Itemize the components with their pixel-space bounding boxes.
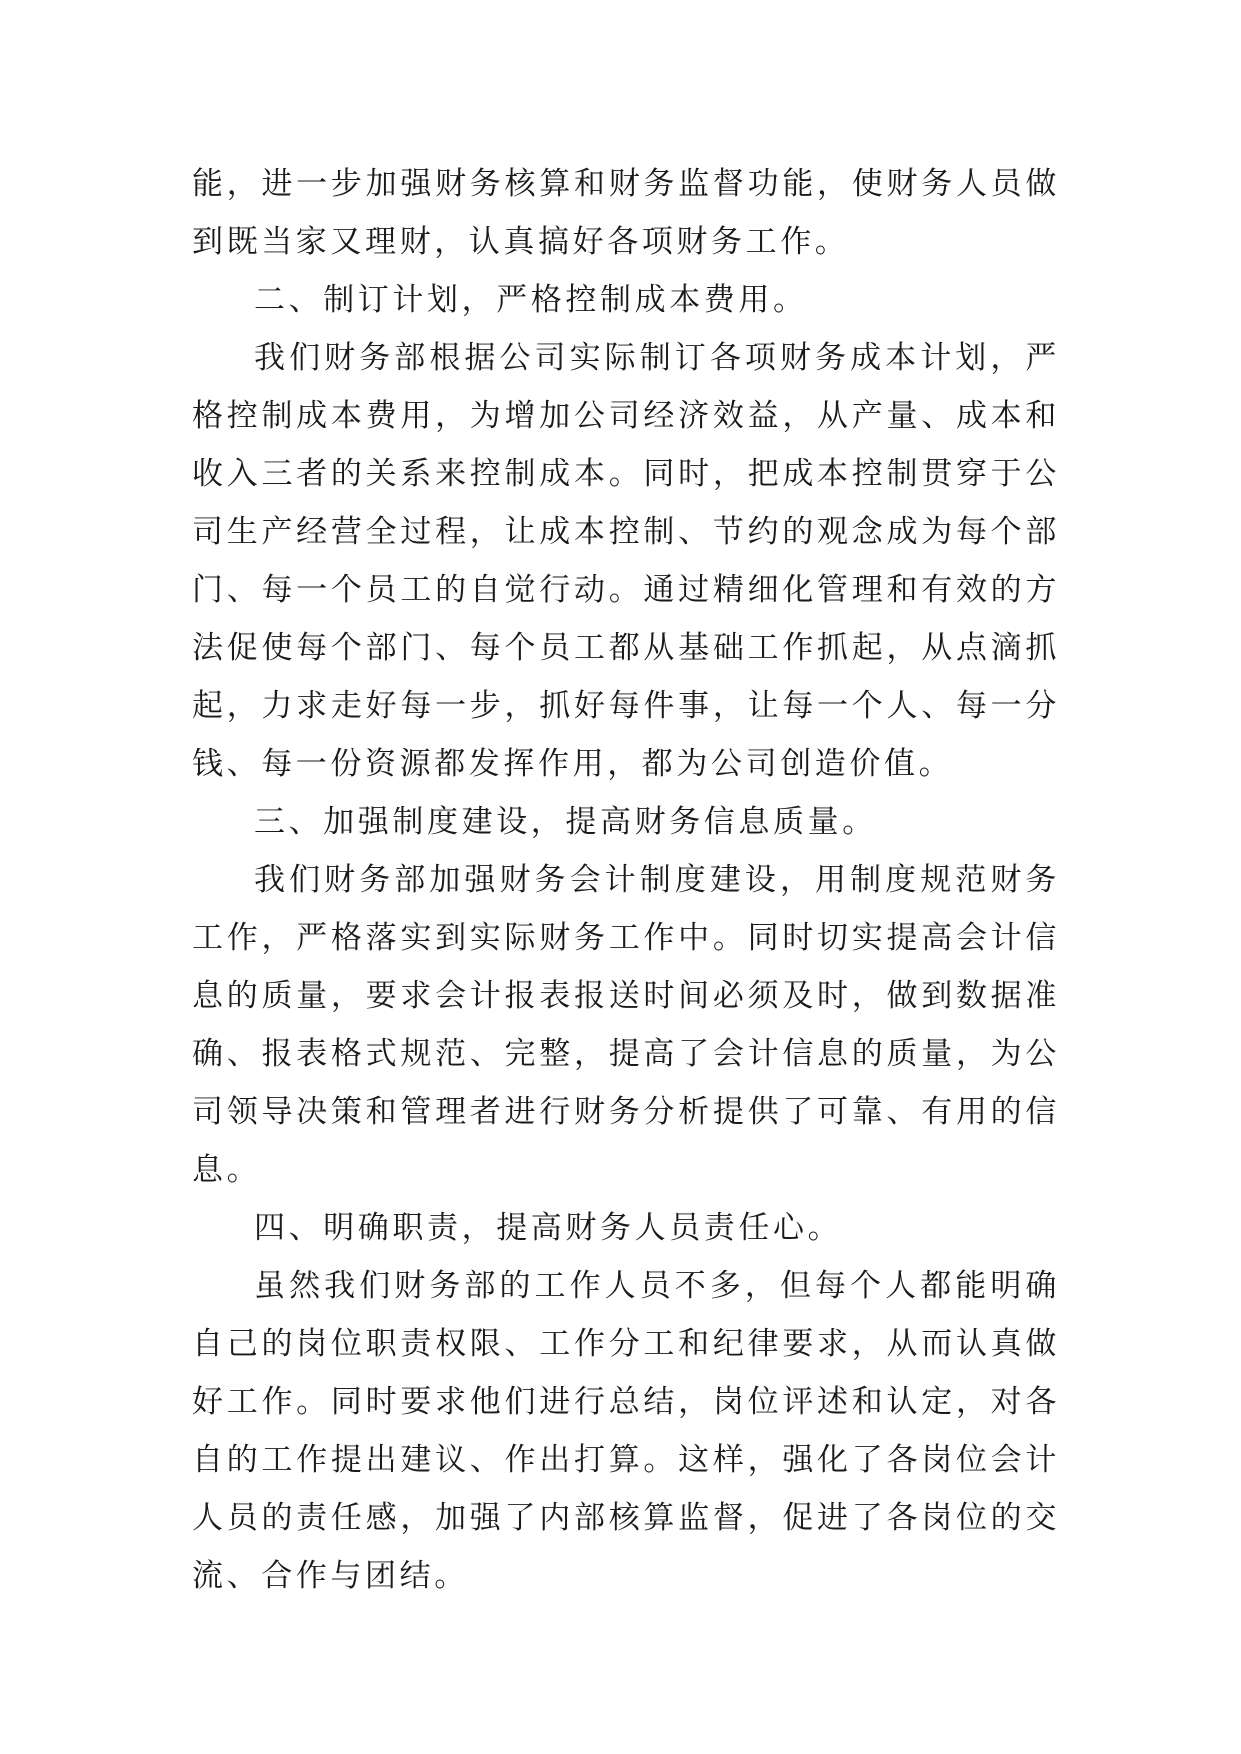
paragraph-continuation: 能，进一步加强财务核算和财务监督功能，使财务人员做到既当家又理财，认真搞好各项财务工作。 [192,166,1060,260]
paragraph-cost-control: 我们财务部根据公司实际制订各项财务成本计划，严格控制成本费用，为增加公司经济效益，从产量、成本和收入三者的关系来控制成本。同时，把成本控制贯穿于公司生产经营全过程，让成本控制、节约的观念成为每个部门、每一个员工的自觉行动。通过精细化管理和有效的方法促使每个部门、每个员工都从基础工作抓起，从点滴抓起，力求走好每一步，抓好每件事，让每一个人、每一分钱、每一份资源都发挥作用，都为公司创造价值。 [192,340,1060,782]
section-heading-3: 三、加强制度建设，提高财务信息质量。 [254,804,877,840]
paragraph-system-building: 我们财务部加强财务会计制度建设，用制度规范财务工作，严格落实到实际财务工作中。同时切实提高会计信息的质量，要求会计报表报送时间必须及时，做到数据准确、报表格式规范、完整，提高了会计信息的质量，为公司领导决策和管理者进行财务分析提供了可靠、有用的信息。 [192,862,1060,1188]
paragraph-responsibilities: 虽然我们财务部的工作人员不多，但每个人都能明确自己的岗位职责权限、工作分工和纪律要求，从而认真做好工作。同时要求他们进行总结，岗位评述和认定，对各自的工作提出建议、作出打算。这样，强化了各岗位会计人员的责任感，加强了内部核算监督，促进了各岗位的交流、合作与团结。 [192,1268,1060,1594]
document-body [192,155,1060,1605]
section-heading-2: 二、制订计划，严格控制成本费用。 [254,282,808,318]
section-heading-4: 四、明确职责，提高财务人员责任心。 [254,1210,843,1246]
